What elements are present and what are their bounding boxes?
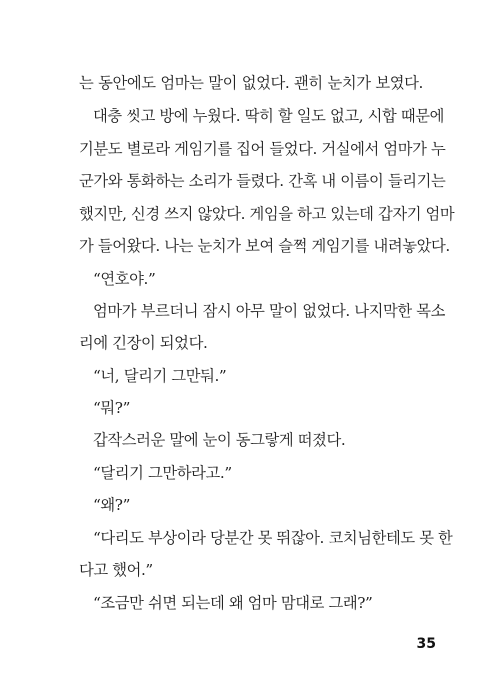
- text-line: 기분도 별로라 게임기를 집어 들었다. 거실에서 엄마가 누: [79, 140, 446, 158]
- text-line: 대충 씻고 방에 누웠다. 딱히 할 일도 없고, 시합 때문에: [93, 107, 445, 125]
- text-line: “다리도 부상이라 당분간 못 뛰잖아. 코치님한테도 못 한: [93, 529, 453, 547]
- text-line: “연호야.”: [93, 270, 156, 288]
- text-line: 군가와 통화하는 소리가 들렸다. 간혹 내 이름이 들리기는: [79, 172, 446, 190]
- text-line: “뭐?”: [93, 399, 131, 417]
- text-line: 가 들어왔다. 나는 눈치가 보여 슬쩍 게임기를 내려놓았다.: [79, 237, 450, 255]
- text-line: “달리기 그만하라고.”: [93, 464, 232, 482]
- text-line: 다고 했어.”: [79, 561, 153, 579]
- text-line: “너, 달리기 그만둬.”: [93, 367, 227, 385]
- page-number: 35: [416, 636, 436, 652]
- text-line: “조금만 쉬면 되는데 왜 엄마 맘대로 그래?”: [93, 594, 373, 612]
- text-line: 엄마가 부르더니 잠시 아무 말이 없었다. 나지막한 목소: [93, 302, 445, 320]
- text-line: 갑작스러운 말에 눈이 동그랗게 떠졌다.: [93, 431, 346, 449]
- text-line: 했지만, 신경 쓰지 않았다. 게임을 하고 있는데 갑자기 엄마: [79, 205, 455, 223]
- text-line: 리에 긴장이 되었다.: [79, 334, 208, 352]
- text-line: 는 동안에도 엄마는 말이 없었다. 괜히 눈치가 보였다.: [79, 74, 423, 92]
- text-line: “왜?”: [93, 496, 131, 514]
